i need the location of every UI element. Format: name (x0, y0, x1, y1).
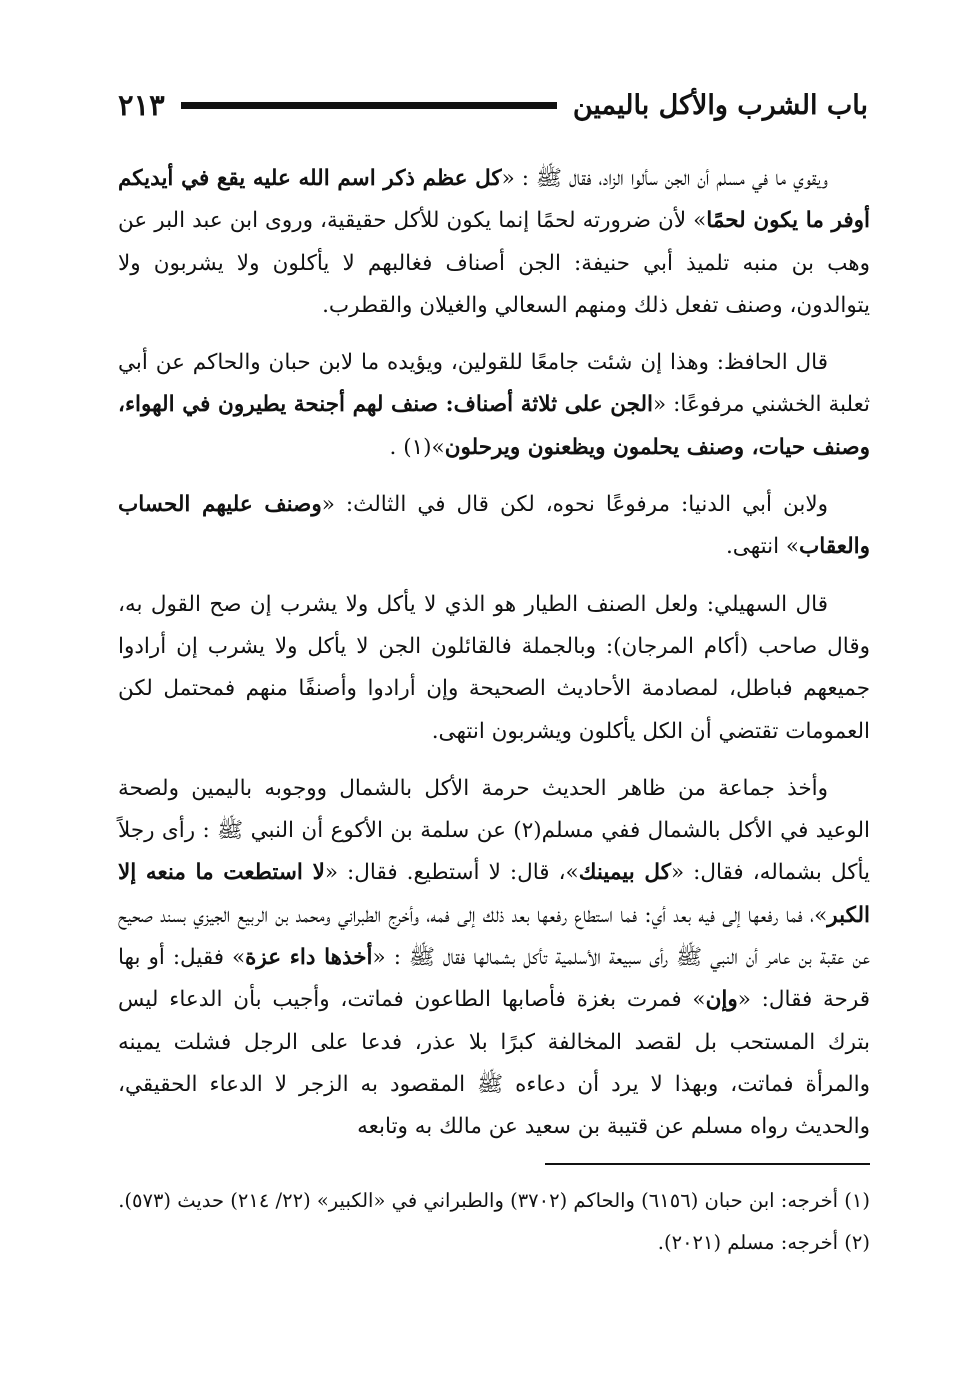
text-run: »، قال: لا أستطيع. فقال: « (324, 860, 579, 886)
text-run: » فقيل: أو بها قرحة فقال: « (118, 945, 870, 1013)
page-number: ٢١٣ (118, 88, 165, 122)
footnote-2: (٢) أخرجه: مسلم (٢٠٢١). (657, 1231, 870, 1254)
footnote-separator (545, 1163, 870, 1165)
hadith-quote: أخذها داء عزة (245, 945, 373, 971)
text-run: »، فما رفعها إلى فيه بعد أي: فما استطاع رفعها بعد ذلك إلى فمه، وأخرج الطبراني ومحمد بن الربيع الجيزي بسند صحيح عن عقبة بن عامر أن النبي ﷺ رأى سبيعة الأسلمية تأكل بشمالها فقال ﷺ : « (118, 902, 871, 971)
hadith-quote: لا استطعت ما منعه إلا الكبر (118, 860, 870, 928)
text-run: ويقوي ما في مسلم أن الجن سألوا الزاد، فقال ﷺ : « (501, 166, 828, 191)
footnote-1: (١) أخرجه: ابن حبان (٦١٥٦) والحاكم (٣٧٠٢) والطبراني في «الكبير» (٢٢/ ٢١٤) حديث (٥٧٣). (118, 1189, 870, 1212)
hadith-quote: الجن على ثلاثة أصناف: صنف لهم أجنحة يطيرون في الهواء، وصنف حيات، وصنف يحلمون ويظعنون ويرحلون (118, 392, 870, 460)
chapter-title: باب الشرب والأكل باليمين (572, 89, 868, 121)
text-run: »(١) . (389, 434, 445, 460)
hadith-quote: كل عظم ذكر اسم الله عليه يقع في أيديكم أوفر ما يكون لحمًا (118, 166, 870, 234)
hadith-quote: وإن (705, 987, 738, 1013)
paragraph-4: قال السهيلي: ولعل الصنف الطيار هو الذي لا يأكل ولا يشرب إن صح القول به، وقال صاحب (أكام المرجان): وبالجملة فالقائلون الجن لا يأكل ولا يشرب إن أرادوا جميعهم فباطل، لمصادمة الأحاديث الصحيحة وإن أرادوا وأصنفًا منهم فمحتمل لكن العمومات تقتضي أن الكل يأكلون ويشربون انتهى. (118, 591, 870, 744)
text-run: وأخذ جماعة من ظاهر الحديث حرمة الأكل بالشمال ووجوبه باليمين ولصحة الوعيد في الأكل بالشمال ففي مسلم(٢) عن سلمة بن الأكوع أن النبي ﷺ : رأى رجلاً يأكل بشماله، فقال: « (118, 775, 871, 886)
paragraph-5 (118, 768, 870, 1149)
hadith-quote: وصنف عليهم الحساب والعقاب (118, 492, 870, 560)
paragraph-3 (118, 484, 870, 569)
footnotes (118, 1182, 870, 1266)
paragraph-2 (118, 342, 870, 469)
paragraph-1 (118, 158, 870, 327)
text-run: » فمرت بغزة فأصابها الطاعون فماتت، وأجيب بأن الدعاء ليس بترك المستحب بل لقصد المخالفة كبرًا بلا عذر، فدعا على الرجل فشلت يمينه والمرأة فماتت، وبهذا لا يرد أن دعاءه ﷺ المقصود به الزجر لا الدعاء الحقيقي، والحديث رواه مسلم عن قتيبة بن سعيد عن مالك به وتابعه (118, 987, 870, 1140)
hadith-quote: كل بيمينك (578, 860, 671, 886)
main-text (118, 158, 870, 1164)
text-run: » انتهى. (725, 534, 800, 560)
text-run: قال الحافظ: وهذا إن شئت جامعًا للقولين، ويؤيده ما لابن حبان والحاكم عن أبي ثعلبة الخشني مرفوعًا: « (118, 350, 870, 418)
header-rule (181, 102, 557, 109)
running-header (118, 80, 868, 130)
text-run: » لأن ضرورته لحمًا إنما يكون للأكل حقيقية، وروى ابن عبد البر عن وهب بن منبه تلميذ أبي حنيفة: الجن أصناف فغالبهم لا يأكلون ولا يشربون ولا يتوالدون، وصنف تفعل ذلك ومنهم السعالي والغيلان والقطرب. (118, 208, 870, 318)
text-run: ولابن أبي الدنيا: مرفوعًا نحوه، لكن قال في الثالث: « (321, 492, 828, 518)
